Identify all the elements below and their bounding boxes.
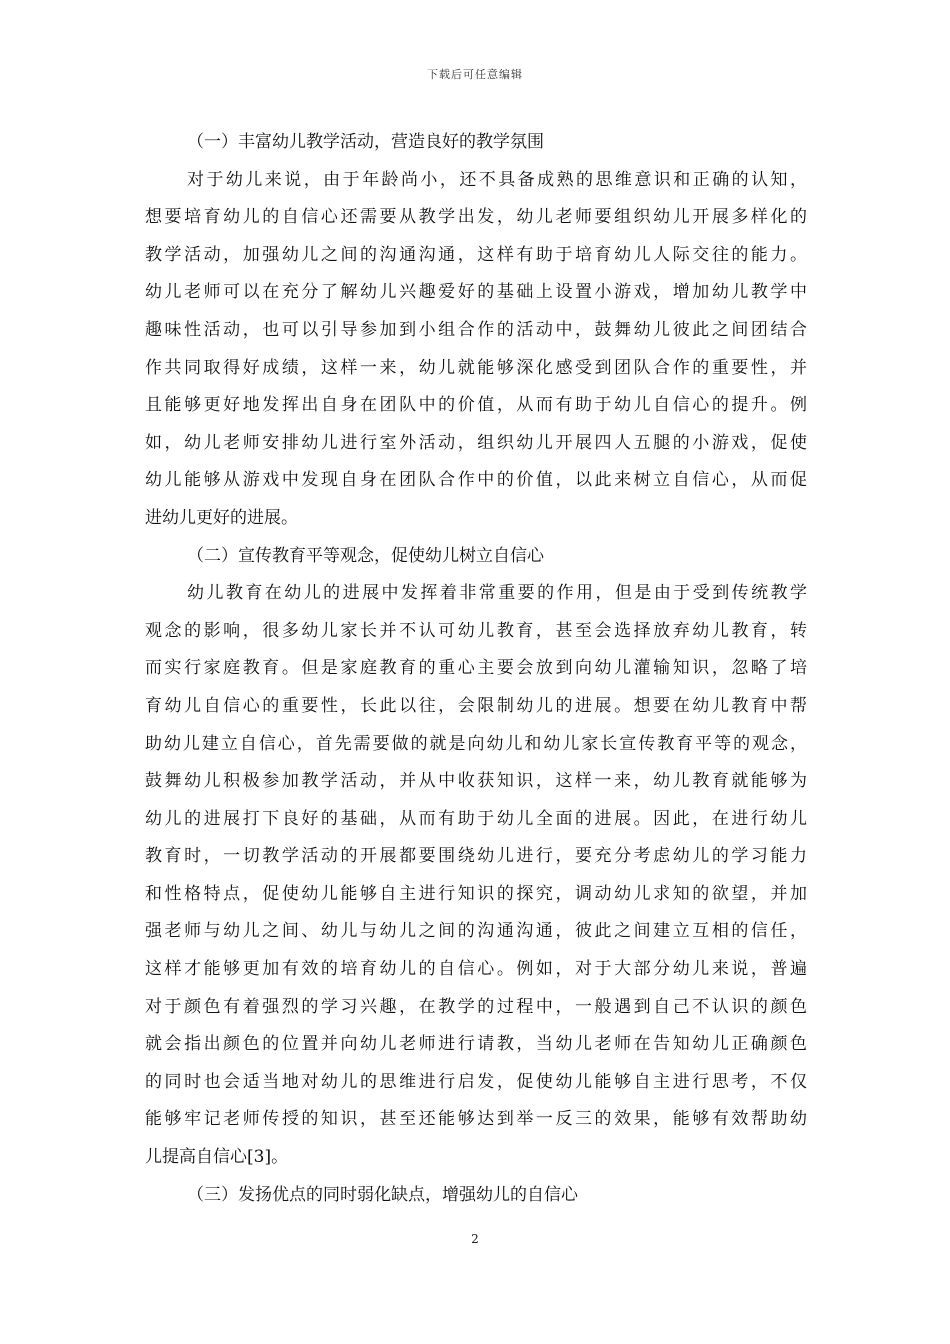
paragraph-line: 趣味性活动，也可以引导参加到小组合作的活动中，鼓舞幼儿彼此之间团结合 <box>145 319 807 340</box>
page-header: 下载后可任意编辑 <box>427 68 523 81</box>
paragraph-line: 助幼儿建立自信心，首先需要做的就是向幼儿和幼儿家长宣传教育平等的观念， <box>145 733 807 754</box>
section-heading: （一）丰富幼儿教学活动，营造良好的教学氛围 <box>187 132 544 152</box>
paragraph-line: 而实行家庭教育。但是家庭教育的重心主要会放到向幼儿灌输知识，忽略了培 <box>145 658 807 679</box>
paragraph-line: 和性格特点，促使幼儿能够自主进行知识的探究，调动幼儿求知的欲望，并加 <box>145 883 807 904</box>
paragraph-line: 的同时也会适当地对幼儿的思维进行启发，促使幼儿能够自主进行思考，不仅 <box>145 1071 807 1092</box>
paragraph-line: 且能够更好地发挥出自身在团队中的价值，从而有助于幼儿自信心的提升。例 <box>145 395 807 416</box>
paragraph-line: 就会指出颜色的位置并向幼儿老师进行请教，当幼儿老师在告知幼儿正确颜色 <box>145 1034 807 1055</box>
paragraph-line: 幼儿的进展打下良好的基础，从而有助于幼儿全面的进展。因此，在进行幼儿 <box>145 808 807 829</box>
paragraph-line: 观念的影响，很多幼儿家长并不认可幼儿教育，甚至会选择放弃幼儿教育，转 <box>145 620 807 641</box>
paragraph-line: 对于颜色有着强烈的学习兴趣，在教学的过程中，一般遇到自己不认识的颜色 <box>145 996 807 1017</box>
section-heading: （三）发扬优点的同时弱化缺点，增强幼儿的自信心 <box>187 1184 578 1205</box>
paragraph-line: 这样才能够更加有效的培育幼儿的自信心。例如，对于大部分幼儿来说，普遍 <box>145 959 807 980</box>
paragraph-line: 能够牢记老师传授的知识，甚至还能够达到举一反三的效果，能够有效帮助幼 <box>145 1109 807 1130</box>
paragraph-line: 想要培育幼儿的自信心还需要从教学出发，幼儿老师要组织幼儿开展多样化的 <box>145 207 807 228</box>
paragraph-line: 幼儿老师可以在充分了解幼儿兴趣爱好的基础上设置小游戏，增加幼儿教学中 <box>145 282 807 303</box>
paragraph-line: 幼儿能够从游戏中发现自身在团队合作中的价值，以此来树立自信心，从而促 <box>145 470 807 491</box>
paragraph-line: 作共同取得好成绩，这样一来，幼儿就能够深化感受到团队合作的重要性，并 <box>145 357 807 378</box>
paragraph-line: 如，幼儿老师安排幼儿进行室外活动，组织幼儿开展四人五腿的小游戏，促使 <box>145 432 807 453</box>
paragraph-line: 强老师与幼儿之间、幼儿与幼儿之间的沟通沟通，彼此之间建立互相的信任， <box>145 921 807 942</box>
page-number: 2 <box>471 1232 479 1246</box>
document-body <box>145 124 807 1214</box>
paragraph-line: 育幼儿自信心的重要性，长此以往，会限制幼儿的进展。想要在幼儿教育中帮 <box>145 695 807 716</box>
paragraph-line: 教育时，一切教学活动的开展都要围绕幼儿进行，要充分考虑幼儿的学习能力 <box>145 846 807 867</box>
paragraph-line: 儿提高自信心[3]。 <box>145 1147 289 1168</box>
section-heading: （二）宣传教育平等观念，促使幼儿树立自信心 <box>187 545 544 566</box>
paragraph-line: 对于幼儿来说，由于年龄尚小，还不具备成熟的思维意识和正确的认知， <box>187 169 807 190</box>
paragraph-line: 幼儿教育在幼儿的进展中发挥着非常重要的作用，但是由于受到传统教学 <box>187 583 807 604</box>
paragraph-line: 鼓舞幼儿积极参加教学活动，并从中收获知识，这样一来，幼儿教育就能够为 <box>145 771 807 792</box>
paragraph-line: 教学活动，加强幼儿之间的沟通沟通，这样有助于培育幼儿人际交往的能力。 <box>145 244 807 265</box>
paragraph-line: 进幼儿更好的进展。 <box>145 507 298 528</box>
